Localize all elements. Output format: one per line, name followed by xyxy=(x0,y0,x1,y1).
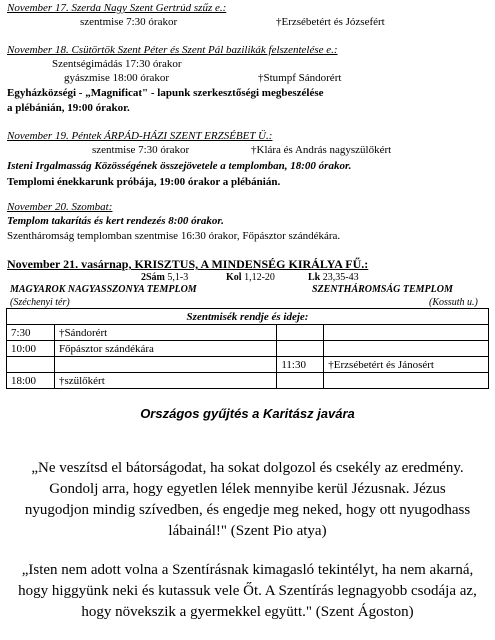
nov20-header: November 20. Szombat: xyxy=(7,201,113,213)
collection-notice: Országos gyűjtés a Karitász javára xyxy=(140,406,355,421)
right-intention xyxy=(324,373,489,389)
church-right-name: SZENTHÁROMSÁG TEMPLOM xyxy=(312,284,453,295)
right-time: 11:30 xyxy=(277,357,324,373)
nov18-header: November 18. Csütörtök Szent Péter és Szent Pál bazilikák felszentelése e.: xyxy=(7,44,338,56)
nov21-header: November 21. vasárnap, KRISZTUS, A MINDENSÉG KIRÁLYA FŰ.: xyxy=(7,257,369,271)
reading-2-ref: 1,12-20 xyxy=(244,272,275,283)
nov18-adoration: Szentségimádás 17:30 órakor xyxy=(52,58,182,70)
nov19-intention: †Klára és András nagyszülőkért xyxy=(251,144,392,156)
reading-3 xyxy=(308,272,359,283)
left-time: 18:00 xyxy=(7,373,55,389)
reading-3-ref: 23,35-43 xyxy=(322,272,359,283)
right-intention: †Erzsébetért és Jánosért xyxy=(324,357,489,373)
left-time xyxy=(7,357,55,373)
left-intention: †Sándorért xyxy=(54,325,276,341)
table-row xyxy=(7,325,489,341)
nov18-funeral-intention: †Stumpf Sándorért xyxy=(258,72,342,84)
nov18-funeral-mass: gyászmise 18:00 órakor xyxy=(64,72,170,84)
nov20-line2: Szentháromság templomban szentmise 16:30 órakor, Főpásztor szándékára. xyxy=(7,230,341,242)
left-time: 10:00 xyxy=(7,341,55,357)
table-row xyxy=(7,357,489,373)
table-row xyxy=(7,373,489,389)
nov17-intention: †Erzsébetért és Józsefért xyxy=(276,16,385,28)
nov17-header: November 17. Szerda Nagy Szent Gertrúd szűz e.: xyxy=(7,2,227,14)
nov19-header: November 19. Péntek ÁRPÁD-HÁZI SZENT ERZSÉBET Ü.: xyxy=(7,130,273,142)
left-intention: Főpásztor szándékára xyxy=(54,341,276,357)
left-time: 7:30 xyxy=(7,325,55,341)
reading-1 xyxy=(141,272,188,283)
right-intention xyxy=(324,325,489,341)
right-time xyxy=(277,341,324,357)
reading-2 xyxy=(226,272,275,283)
right-time xyxy=(277,373,324,389)
nov18-meeting-line2: a plébánián, 19:00 órakor. xyxy=(7,102,130,114)
church-left-sub: (Széchenyi tér) xyxy=(10,297,70,308)
right-time xyxy=(277,325,324,341)
nov20-line1: Templom takarítás és kert rendezés 8:00 órakor. xyxy=(7,215,224,227)
church-right-sub: (Kossuth u.) xyxy=(429,297,478,308)
table-header: Szentmisék rendje és ideje: xyxy=(7,309,489,325)
left-intention xyxy=(54,357,276,373)
nov18-meeting-line1: Egyházközségi - „Magnificat" - lapunk szerkesztőségi megbeszélése xyxy=(7,87,324,99)
reading-1-book: 2Sám xyxy=(141,272,165,283)
table-row xyxy=(7,341,489,357)
quote-augustine: „Isten nem adott volna a Szentírásnak kimagasló tekintélyt, ha nem akarná, hogy higgyünk neki és kutassuk vele Őt. A Szentírás legnagyobb csodája az, hogy növekszik a gyermekkel együtt." (Szent Ágoston) xyxy=(18,562,477,620)
nov19-mass: szentmise 7:30 órakor xyxy=(92,144,190,156)
nov17-mass: szentmise 7:30 órakor xyxy=(80,16,178,28)
mass-schedule-table xyxy=(6,308,489,389)
quote-pio: „Ne veszítsd el bátorságodat, ha sokat dolgozol és csekély az eredmény. Gondolj arra, hogy egyetlen lélek mennyibe kerül Jézusnak. Jézus nyugodjon mindig szívedben, és engedje meg neked, hogy ott nyugodhass lábainál!" (Szent Pio atya) xyxy=(24,460,471,539)
left-intention: †szülőkért xyxy=(54,373,276,389)
table-header-row xyxy=(7,309,489,325)
reading-3-book: Lk xyxy=(308,272,321,283)
right-intention xyxy=(324,341,489,357)
reading-2-book: Kol xyxy=(226,272,242,283)
reading-1-ref: 5,1-3 xyxy=(167,272,189,283)
nov19-line1: Isteni Irgalmasság Közösségének összejövetele a templomban, 18:00 órakor. xyxy=(7,160,352,172)
nov19-line2: Templomi énekkarunk próbája, 19:00 órakor a plébánián. xyxy=(7,176,281,188)
church-left-name: MAGYAROK NAGYASSZONYA TEMPLOM xyxy=(10,284,197,295)
